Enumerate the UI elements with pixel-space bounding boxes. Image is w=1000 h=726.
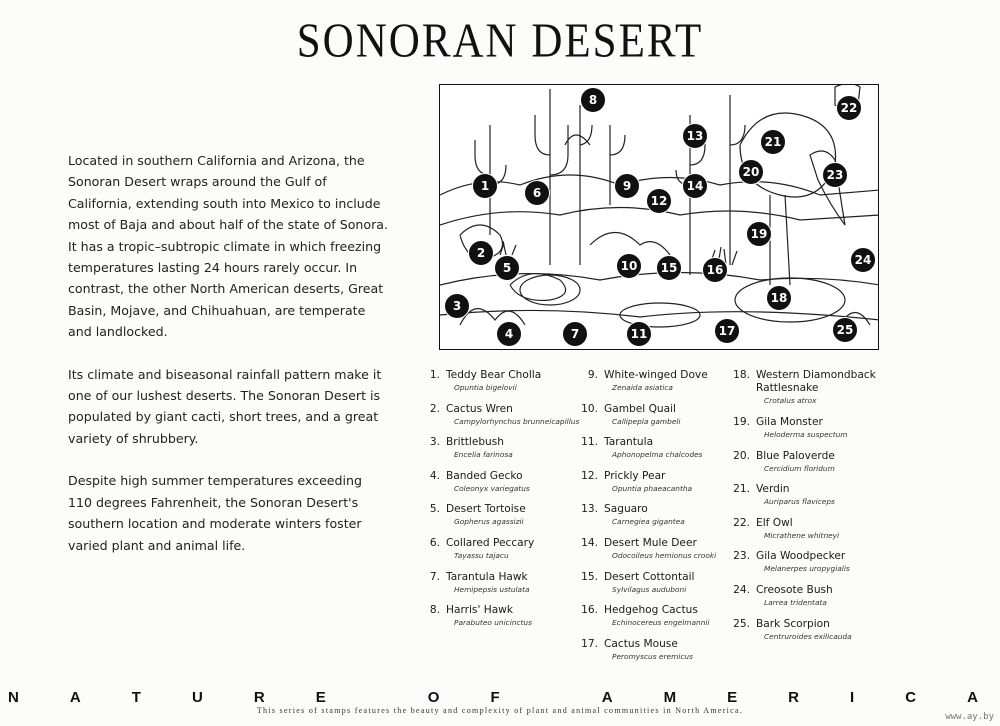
banner-letter: A: [69, 688, 81, 706]
banner-letter: O: [427, 688, 440, 706]
legend-common-name: Desert Mule Deer: [604, 536, 697, 549]
legend-common-name: Gila Monster: [756, 416, 823, 428]
legend-number: 1.: [429, 369, 440, 381]
watermark: www.ay.by: [945, 712, 994, 722]
legend-latin-name: Campylorhynchus brunneicapillus: [454, 416, 580, 426]
legend-common-name: Elf Owl: [756, 516, 793, 529]
banner-letter: I: [850, 688, 855, 706]
legend-latin-name: Crotalus atrox: [764, 396, 817, 405]
legend-number: 7.: [429, 570, 440, 583]
legend-common-name: Gambel Quail: [604, 402, 677, 415]
legend-number: 24.: [733, 583, 750, 596]
legend-number: 16.: [581, 604, 598, 617]
legend-latin-name: Zenaida asiatica: [612, 383, 673, 392]
legend-latin-name: Gopherus agassizii: [454, 517, 524, 527]
marker-2: 2: [468, 240, 494, 266]
legend-latin-name: Tayassu tajacu: [454, 550, 509, 560]
marker-1: 1: [472, 173, 498, 199]
legend-number: 23.: [733, 550, 750, 563]
legend-common-name: Tarantula Hawk: [446, 570, 528, 583]
legend-common-name: Brittlebush: [446, 436, 505, 449]
legend-number: 13.: [581, 503, 598, 516]
legend-latin-name: Aphonopelma chalcodes: [612, 450, 703, 460]
legend-number: 4.: [429, 469, 440, 482]
legend-latin-name: Sylvilagus auduboni: [612, 584, 687, 594]
legend-number: 21.: [733, 483, 750, 496]
marker-12: 12: [646, 188, 672, 214]
legend-common-name: Teddy Bear Cholla: [446, 369, 542, 381]
legend-common-name: Cactus Mouse: [604, 637, 678, 650]
legend-latin-name: Encelia farinosa: [454, 450, 513, 460]
marker-5: 5: [494, 255, 520, 281]
banner-letter: U: [191, 688, 203, 706]
legend-common-name: Verdin: [756, 483, 790, 496]
legend-common-name: Desert Cottontail: [604, 570, 695, 583]
banner-letter: E: [315, 688, 326, 706]
legend-number: 9.: [587, 369, 598, 381]
legend-number: 22.: [733, 516, 750, 529]
banner-letter: T: [131, 688, 141, 706]
marker-9: 9: [614, 173, 640, 199]
legend-number: 20.: [733, 449, 750, 462]
legend-common-name: Blue Paloverde: [756, 449, 835, 462]
banner-letter: A: [601, 688, 613, 706]
marker-20: 20: [738, 159, 764, 185]
legend-number: 12.: [581, 469, 598, 482]
legend-latin-name: Heloderma suspectum: [764, 430, 848, 439]
banner-letter: A: [967, 688, 978, 706]
desert-scene-drawing: [440, 85, 879, 350]
banner-letter: R: [788, 688, 800, 706]
legend-latin-name: Parabuteo unicinctus: [454, 618, 532, 628]
marker-8: 8: [580, 87, 606, 113]
legend-common-name: Gila Woodpecker: [756, 550, 846, 563]
marker-14: 14: [682, 173, 708, 199]
intro-text: [68, 150, 388, 577]
legend-common-name: Banded Gecko: [446, 469, 523, 482]
legend-latin-name: Coleonyx variegatus: [454, 483, 530, 493]
legend-common-name: Saguaro: [604, 503, 648, 516]
marker-16: 16: [702, 257, 728, 283]
marker-21: 21: [760, 129, 786, 155]
legend-number: 17.: [581, 637, 598, 650]
legend-latin-name: Carnegiea gigantea: [612, 517, 685, 527]
legend-latin-name: Opuntia phaeacantha: [612, 483, 693, 493]
marker-25: 25: [832, 317, 858, 343]
legend-common-name: Western Diamondback Rattlesnake: [756, 369, 876, 394]
legend-latin-name: Odocoileus hemionus crooki: [612, 550, 717, 560]
legend-number: 11.: [581, 436, 598, 449]
marker-11: 11: [626, 321, 652, 347]
legend-latin-name: Cercidium floridum: [764, 463, 835, 473]
marker-10: 10: [616, 253, 642, 279]
marker-4: 4: [496, 321, 522, 347]
marker-18: 18: [766, 285, 792, 311]
page-title: SONORAN DESERT: [296, 15, 704, 68]
banner-letter: M: [663, 688, 677, 706]
legend-latin-name: Melanerpes uropygialis: [764, 564, 850, 574]
legend-common-name: Hedgehog Cactus: [604, 604, 698, 617]
banner-letter: E: [727, 688, 738, 706]
legend-latin-name: Auriparus flaviceps: [764, 497, 835, 507]
marker-23: 23: [822, 162, 848, 188]
legend-number: 25.: [733, 617, 750, 630]
legend-common-name: Collared Peccary: [446, 536, 535, 549]
marker-7: 7: [562, 321, 588, 347]
marker-17: 17: [714, 318, 740, 344]
legend-common-name: White-winged Dove: [604, 369, 708, 381]
banner-letter: N: [8, 688, 19, 706]
legend-common-name: Tarantula: [604, 436, 654, 449]
marker-19: 19: [746, 221, 772, 247]
nature-of-america-banner: [0, 686, 1000, 708]
legend-number: 14.: [581, 536, 598, 549]
banner-letter: R: [253, 688, 265, 706]
legend-number: 18.: [733, 369, 750, 381]
marker-6: 6: [524, 180, 550, 206]
marker-22: 22: [836, 95, 862, 121]
legend-latin-name: Larrea tridentata: [764, 597, 827, 607]
marker-15: 15: [656, 255, 682, 281]
legend-number: 3.: [429, 436, 440, 449]
intro-paragraph-3: Despite high summer temperatures exceeding 110 degrees Fahrenheit, the Sonoran Desert's southern location and moderate winters foster varied plant and animal life.: [68, 473, 363, 553]
legend-latin-name: Micrathene whitneyi: [764, 530, 840, 540]
intro-paragraph-1: Located in southern California and Arizona, the Sonoran Desert wraps around the Gulf of California, extending south into Mexico to include most of Baja and about half of the state of Sonora. It has a tropic–subtropic climate in which freezing temperatures lasting 24 hours rarely occur. In contrast, the other North American deserts, Great Basin, Mojave, and Chihuahuan, are temperate and landlocked.: [68, 153, 389, 340]
banner-letter: C: [905, 688, 917, 706]
legend-latin-name: Echinocereus engelmannii: [612, 618, 710, 628]
series-note: This series of stamps features the beauty and complexity of plant and animal communities in North America.: [256, 706, 744, 715]
legend-common-name: Prickly Pear: [604, 469, 666, 482]
legend-number: 2.: [429, 402, 440, 415]
marker-3: 3: [444, 293, 470, 319]
marker-24: 24: [850, 247, 876, 273]
legend-common-name: Harris' Hawk: [446, 604, 513, 617]
legend-number: 8.: [429, 604, 440, 617]
banner-letter: F: [490, 688, 500, 706]
legend-number: 5.: [429, 503, 440, 516]
legend-common-name: Desert Tortoise: [446, 503, 526, 516]
legend-number: 6.: [429, 536, 440, 549]
legend-latin-name: Centruroides exilicauda: [764, 631, 852, 641]
legend-latin-name: Hemipepsis ustulata: [454, 584, 530, 594]
legend-number: 10.: [581, 402, 598, 415]
desert-illustration: [439, 84, 879, 350]
legend-latin-name: Opuntia bigelovii: [454, 383, 517, 392]
legend-common-name: Creosote Bush: [756, 583, 833, 596]
legend-common-name: Cactus Wren: [446, 402, 513, 415]
marker-13: 13: [682, 123, 708, 149]
legend-number: 15.: [581, 570, 598, 583]
intro-paragraph-2: Its climate and biseasonal rainfall pattern make it one of our lushest deserts. The Sonoran Desert is populated by giant cacti, short trees, and a great variety of shrubbery.: [68, 366, 382, 446]
legend-latin-name: Peromyscus eremicus: [612, 651, 693, 661]
legend-number: 19.: [733, 416, 750, 428]
legend-common-name: Bark Scorpion: [756, 617, 830, 630]
legend-latin-name: Callipepla gambeli: [612, 416, 681, 426]
